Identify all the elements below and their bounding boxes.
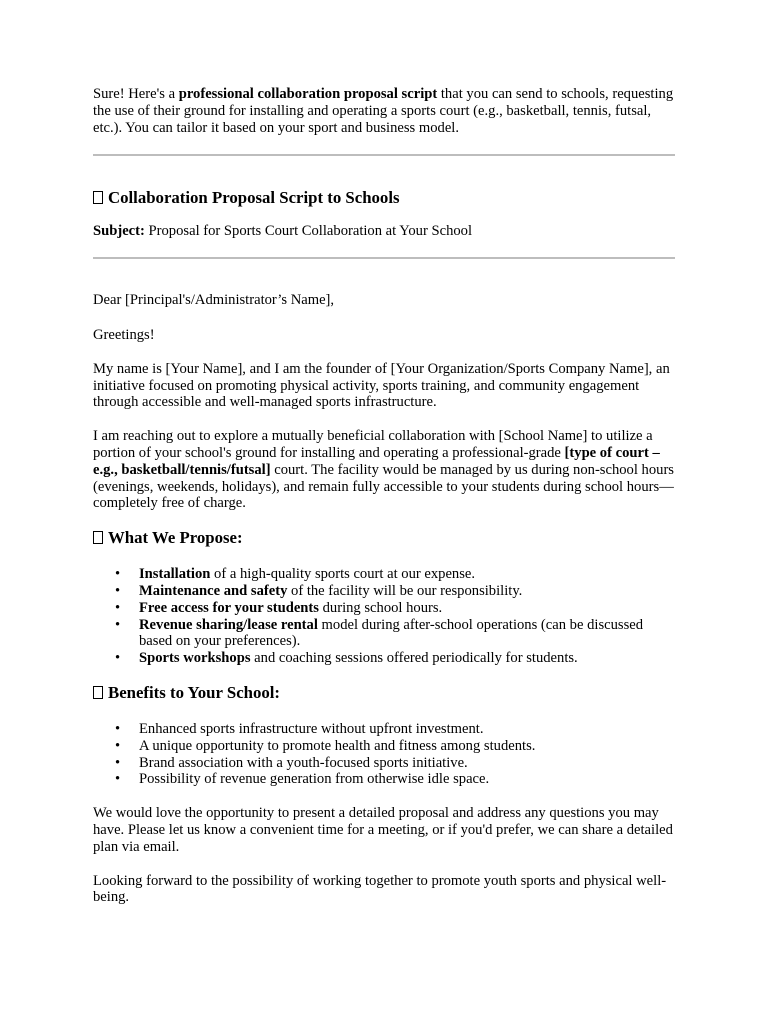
bullet-icon: • — [115, 771, 121, 788]
list-item-text: model during after-school operations (can be discussed based on your preferences). — [139, 616, 644, 650]
list-item-bold: Maintenance and safety — [139, 582, 288, 599]
list-item — [115, 771, 675, 788]
list-item-bold: Free access for your students — [139, 599, 319, 616]
list-item-bold: Installation — [139, 566, 211, 583]
subject-text: Proposal for Sports Court Collaboration at Your School — [144, 223, 473, 240]
list-item-text: of a high-quality sports court at our expense. — [210, 566, 476, 583]
salutation: Dear [Principal's/Administrator’s Name], — [93, 292, 335, 309]
list-item-text: Possibility of revenue generation from otherwise idle space. — [139, 771, 490, 788]
list-item — [115, 650, 675, 667]
bullet-icon: • — [115, 566, 121, 583]
bullet-icon: • — [115, 754, 121, 771]
intro-suffix: that you can send to schools, requesting the use of their ground for installing and operating a sports court (e.g., basketball, tennis, futsal, etc.). You can tailor it based on your sport and business model. — [93, 86, 674, 136]
list-item — [115, 599, 675, 617]
bullet-icon: • — [115, 582, 121, 599]
bullet-icon: • — [115, 616, 121, 633]
bullet-icon: • — [115, 599, 121, 616]
list-item — [115, 720, 675, 738]
propose-heading-text: What We Propose: — [108, 528, 243, 548]
missing-emoji-icon — [93, 686, 103, 699]
bullet-icon: • — [115, 737, 121, 754]
bullet-icon: • — [115, 720, 121, 737]
letter-paragraph-1: My name is [Your Name], and I am the founder of [Your Organization/Sports Company Name], an initiative focused on promoting physical activity, sports training, and community engagement through accessible and well-managed sports infrastructure. — [93, 360, 670, 411]
page-title — [93, 188, 675, 208]
para2-suffix: court. The facility would be managed by us during non-school hours (evenings, weekends, holidays), and remain fully accessible to your students during school hours—completely free of charge. — [93, 461, 674, 512]
subject-line — [93, 223, 675, 240]
list-item-text: A unique opportunity to promote health and fitness among students. — [139, 737, 536, 754]
list-item-bold: Sports workshops — [139, 650, 251, 667]
intro-paragraph — [93, 86, 675, 136]
list-item-bold: Revenue sharing/lease rental — [139, 616, 318, 633]
list-item-text: Enhanced sports infrastructure without upfront investment. — [139, 720, 484, 737]
propose-list — [93, 566, 675, 667]
divider-top — [93, 154, 675, 156]
benefits-heading — [93, 683, 675, 703]
list-item-text: Brand association with a youth-focused sports initiative. — [139, 754, 468, 771]
subject-label: Subject: — [93, 223, 145, 240]
intro-prefix: Sure! Here's a — [93, 86, 179, 102]
closing-paragraph-1: We would love the opportunity to present a detailed proposal and address any questions you may have. Please let us know a convenient time for a meeting, or if you'd prefer, we can share a detailed plan via email. — [93, 805, 673, 855]
page-title-text: Collaboration Proposal Script to Schools — [108, 188, 400, 208]
closing-paragraph-2: Looking forward to the possibility of working together to promote youth sports and physical well-being. — [93, 872, 667, 906]
document-page — [93, 86, 675, 906]
benefits-list — [93, 721, 675, 788]
list-item — [115, 616, 675, 651]
list-item — [115, 566, 675, 583]
benefits-heading-text: Benefits to Your School: — [108, 682, 281, 702]
intro-bold: professional collaboration proposal script — [178, 86, 438, 102]
list-item-text: and coaching sessions offered periodically for students. — [250, 650, 578, 667]
divider-middle — [93, 257, 675, 259]
bullet-icon: • — [115, 650, 121, 667]
missing-emoji-icon — [93, 531, 103, 544]
list-item — [115, 582, 675, 600]
letter-paragraph-2 — [93, 428, 675, 512]
greeting: Greetings! — [93, 326, 155, 343]
list-item-text: during school hours. — [318, 599, 443, 616]
list-item — [115, 754, 675, 772]
list-item — [115, 737, 675, 755]
propose-heading — [93, 528, 675, 548]
para2-prefix: I am reaching out to explore a mutually beneficial collaboration with [School Name] to utilize a portion of your school's ground for installing and operating a professional-grade — [93, 428, 653, 461]
para2-bold: [type of court – e.g., basketball/tennis/futsal] — [93, 444, 660, 478]
list-item-text: of the facility will be our responsibility. — [287, 582, 523, 599]
missing-emoji-icon — [93, 191, 103, 204]
